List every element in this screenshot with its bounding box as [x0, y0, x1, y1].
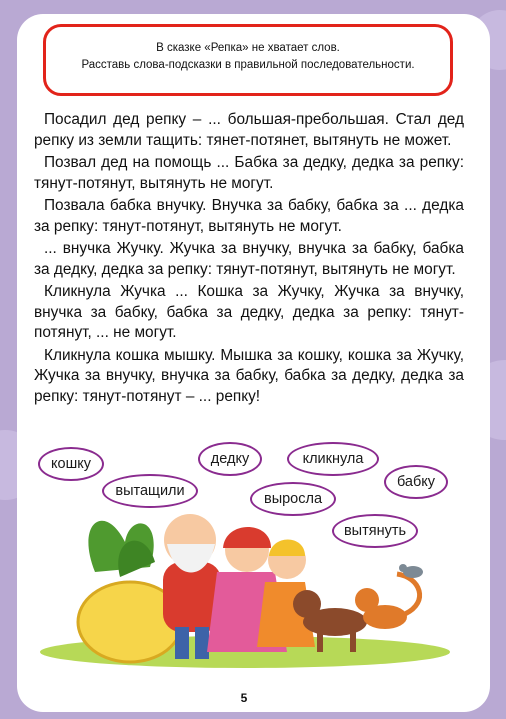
story-paragraph: Кликнула кошка мышку. Мышка за кошку, кошка за Жучку, Жучка за внучку, внучка за бабку, бабка за дедку, дедка за репку: тянут-потянут – ... репку! — [34, 346, 464, 405]
story-paragraph: ... внучка Жучку. Жучка за внучку, внучка за бабку, бабка за дедку, дедка за репку: тянут-потянут, вытянуть не могут. — [34, 240, 464, 278]
instruction-line-1: В сказке «Репка» не хватает слов. — [156, 42, 340, 54]
hint-word-koshku: кошку — [38, 447, 104, 481]
story-paragraph: Позвала бабка внучку. Внучка за бабку, бабка за ... дедка за репку: тянут-потянут, вытянуть не могут. — [34, 197, 464, 235]
hint-word-vytashchili: вытащили — [102, 474, 198, 508]
hint-word-babku: бабку — [384, 465, 448, 499]
hint-word-dedku: дедку — [198, 442, 262, 476]
hint-word-vyrosla: выросла — [250, 482, 336, 516]
story-text — [34, 110, 464, 409]
story-paragraph: Посадил дед репку – ... большая-пребольшая. Стал дед репку из земли тащить: тянет-потянет, вытянуть не может. — [34, 111, 464, 149]
story-illustration — [35, 482, 465, 672]
story-paragraph: Позвал дед на помощь ... Бабка за дедку, дедка за репку: тянут-потянут, вытянуть не могут. — [34, 154, 464, 192]
instruction-box — [43, 24, 453, 96]
cat-head — [355, 588, 379, 612]
hint-word-vytyanut: вытянуть — [332, 514, 418, 548]
dog-head — [293, 590, 321, 618]
story-paragraph: Кликнула Жучка ... Кошка за Жучку, Жучка за внучку, внучка за бабку, бабка за дедку, дедка за репку: тянут-потянут, ... не могут. — [34, 283, 464, 341]
page-number: 5 — [231, 688, 257, 708]
hint-word-kliknula: кликнула — [287, 442, 379, 476]
instruction-line-2: Расставь слова-подсказки в правильной последовательности. — [81, 59, 415, 71]
